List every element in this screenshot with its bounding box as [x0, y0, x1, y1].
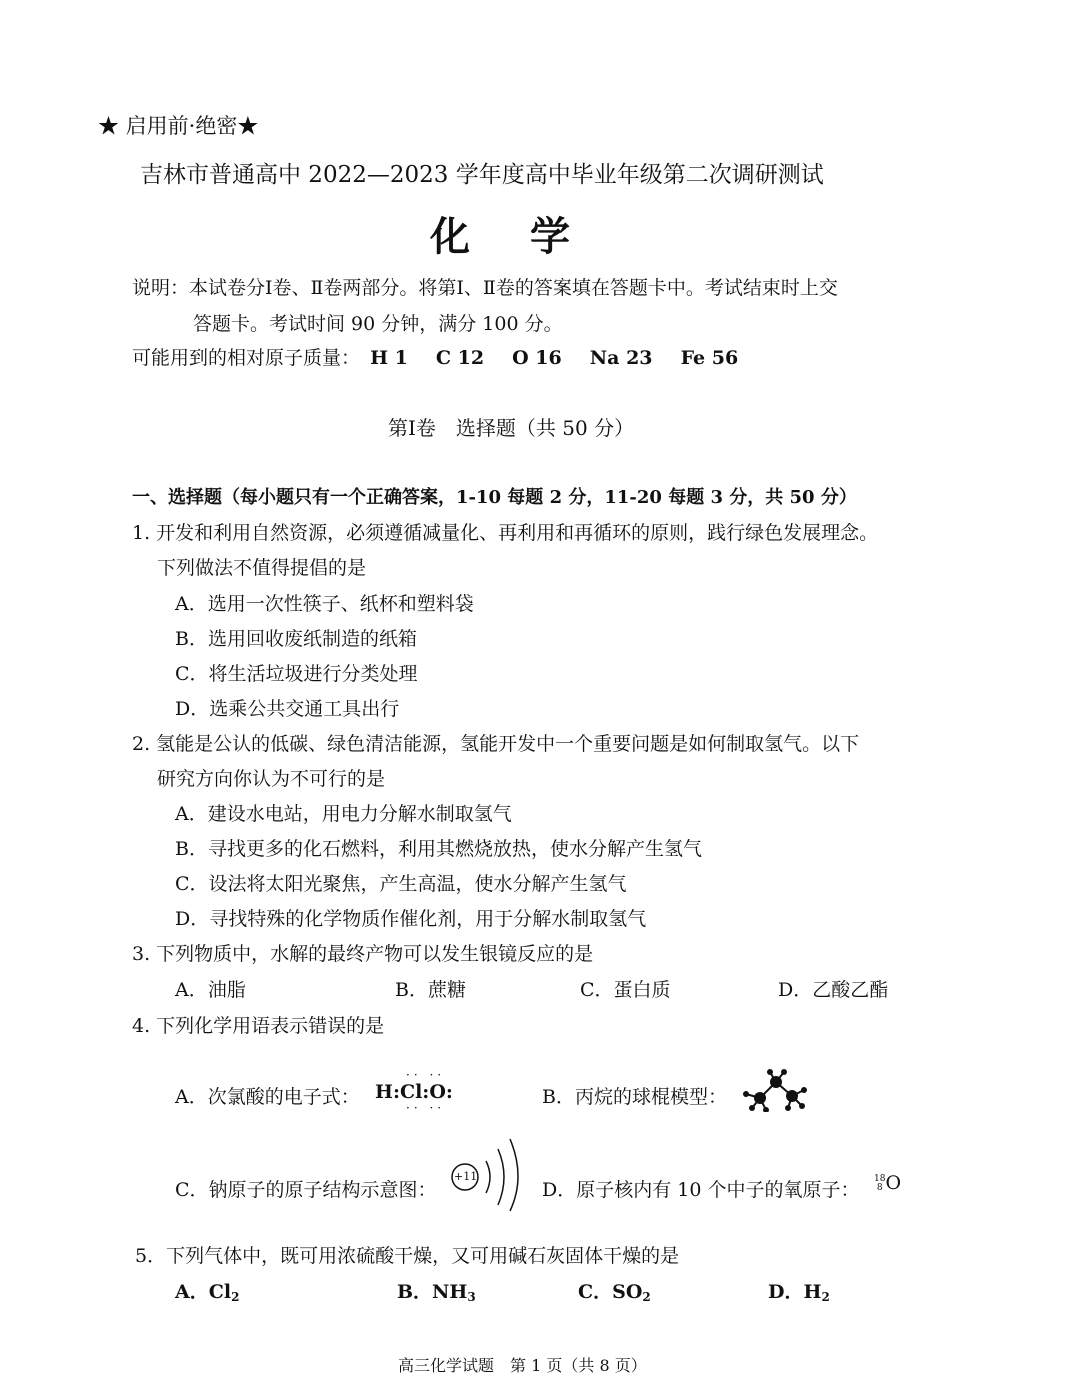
- q1-option-a: A．选用一次性筷子、纸杯和塑料袋: [175, 593, 474, 615]
- hypochlorous-electron-formula: [375, 1068, 475, 1116]
- q2-option-d: D．寻找特殊的化学物质作催化剂，用于分解水制取氢气: [175, 908, 647, 930]
- section-heading: 一、选择题（每小题只有一个正确答案，1-10 每题 2 分，11-20 每题 3 分，共 50 分）: [132, 487, 857, 508]
- mass-o: O 16: [512, 347, 562, 369]
- atomic-masses-label: 可能用到的相对原子质量：: [132, 347, 361, 369]
- q2-option-b: B．寻找更多的化石燃料，利用其燃烧放热，使水分解产生氢气: [175, 838, 702, 860]
- propane-ball-stick-model: [738, 1068, 810, 1112]
- mass-h: H 1: [370, 347, 408, 369]
- q4-stem: 4. 下列化学用语表示错误的是: [132, 1015, 385, 1037]
- carbon-atom-2: [770, 1076, 782, 1088]
- electron-dots-bottom: ·· ··: [406, 1101, 446, 1115]
- q1-option-c: C．将生活垃圾进行分类处理: [175, 663, 418, 685]
- isotope-symbol: O: [885, 1172, 902, 1194]
- isotope-mass-number: 18: [874, 1174, 886, 1184]
- electron-formula-text: H:Cl:O:: [375, 1081, 453, 1103]
- q5-option-d: D．$H_2$: [768, 1281, 830, 1304]
- q2-stem-line1: 2. 氢能是公认的低碳、绿色清洁能源，氢能开发中一个重要问题是如何制取氢气。以下: [132, 733, 860, 755]
- q3-option-a: A．油脂: [175, 979, 246, 1001]
- subject-title: 化学: [430, 213, 630, 260]
- q5-option-a: A．$Cl_2$: [175, 1281, 240, 1304]
- exam-title: 吉林市普通高中 2022—2023 学年度高中毕业年级第二次调研测试: [140, 162, 824, 188]
- carbon-atom-3: [786, 1090, 798, 1102]
- q3-option-b: B．蔗糖: [395, 979, 466, 1001]
- q1-option-b: B．选用回收废纸制造的纸箱: [175, 628, 417, 650]
- q5-stem: 5．下列气体中，既可用浓硫酸干燥，又可用碱石灰固体干燥的是: [135, 1245, 680, 1267]
- q1-stem-line2: 下列做法不值得提倡的是: [157, 557, 367, 579]
- instructions-line2: 答题卡。考试时间 90 分钟，满分 100 分。: [193, 313, 563, 335]
- electron-dots-top: ·· ··: [406, 1068, 446, 1082]
- sodium-atom-structure-diagram: [448, 1135, 528, 1211]
- mass-na: Na 23: [589, 347, 653, 369]
- q2-option-a: A．建设水电站，用电力分解水制取氢气: [175, 803, 512, 825]
- q4-option-b: B．丙烷的球棍模型：: [542, 1086, 727, 1108]
- page-footer: 高三化学试题 第 1 页（共 8 页）: [398, 1356, 647, 1375]
- q3-stem: 3. 下列物质中，水解的最终产物可以发生银镜反应的是: [132, 943, 594, 965]
- oxygen-isotope-notation: [874, 1172, 901, 1194]
- q1-option-d: D．选乘公共交通工具出行: [175, 698, 400, 720]
- atomic-masses: [132, 343, 738, 370]
- q5-option-c: C．$SO_2$: [578, 1281, 651, 1304]
- isotope-numbers: [874, 1175, 885, 1193]
- q1-stem-line1: 1. 开发和利用自然资源，必须遵循减量化、再利用和再循环的原则，践行绿色发展理念。: [132, 522, 879, 544]
- q3-option-d: D．乙酸乙酯: [778, 979, 889, 1001]
- q4-option-a: A．次氯酸的电子式：: [175, 1086, 360, 1108]
- nucleus-charge: +11: [454, 1170, 478, 1183]
- secret-mark: ★ 启用前·绝密★: [98, 114, 259, 138]
- q5-option-b: B．$NH_3$: [397, 1281, 476, 1304]
- mass-fe: Fe 56: [680, 347, 739, 369]
- mass-c: C 12: [435, 347, 485, 369]
- q2-stem-line2: 研究方向你认为不可行的是: [157, 768, 386, 790]
- instructions-line1: 说明：本试卷分Ⅰ卷、Ⅱ卷两部分。将第Ⅰ、Ⅱ卷的答案填在答题卡中。考试结束时上交: [132, 277, 838, 299]
- carbon-atom-1: [754, 1092, 766, 1104]
- isotope-atomic-number: 8: [876, 1183, 883, 1193]
- q3-option-c: C．蛋白质: [580, 979, 671, 1001]
- q4-option-c: C．钠原子的原子结构示意图：: [175, 1179, 437, 1201]
- q2-option-c: C．设法将太阳光聚焦，产生高温，使水分解产生氢气: [175, 873, 627, 895]
- part-title: 第Ⅰ卷 选择题（共 50 分）: [388, 416, 635, 440]
- q4-option-d: D．原子核内有 10 个中子的氧原子：: [542, 1179, 860, 1201]
